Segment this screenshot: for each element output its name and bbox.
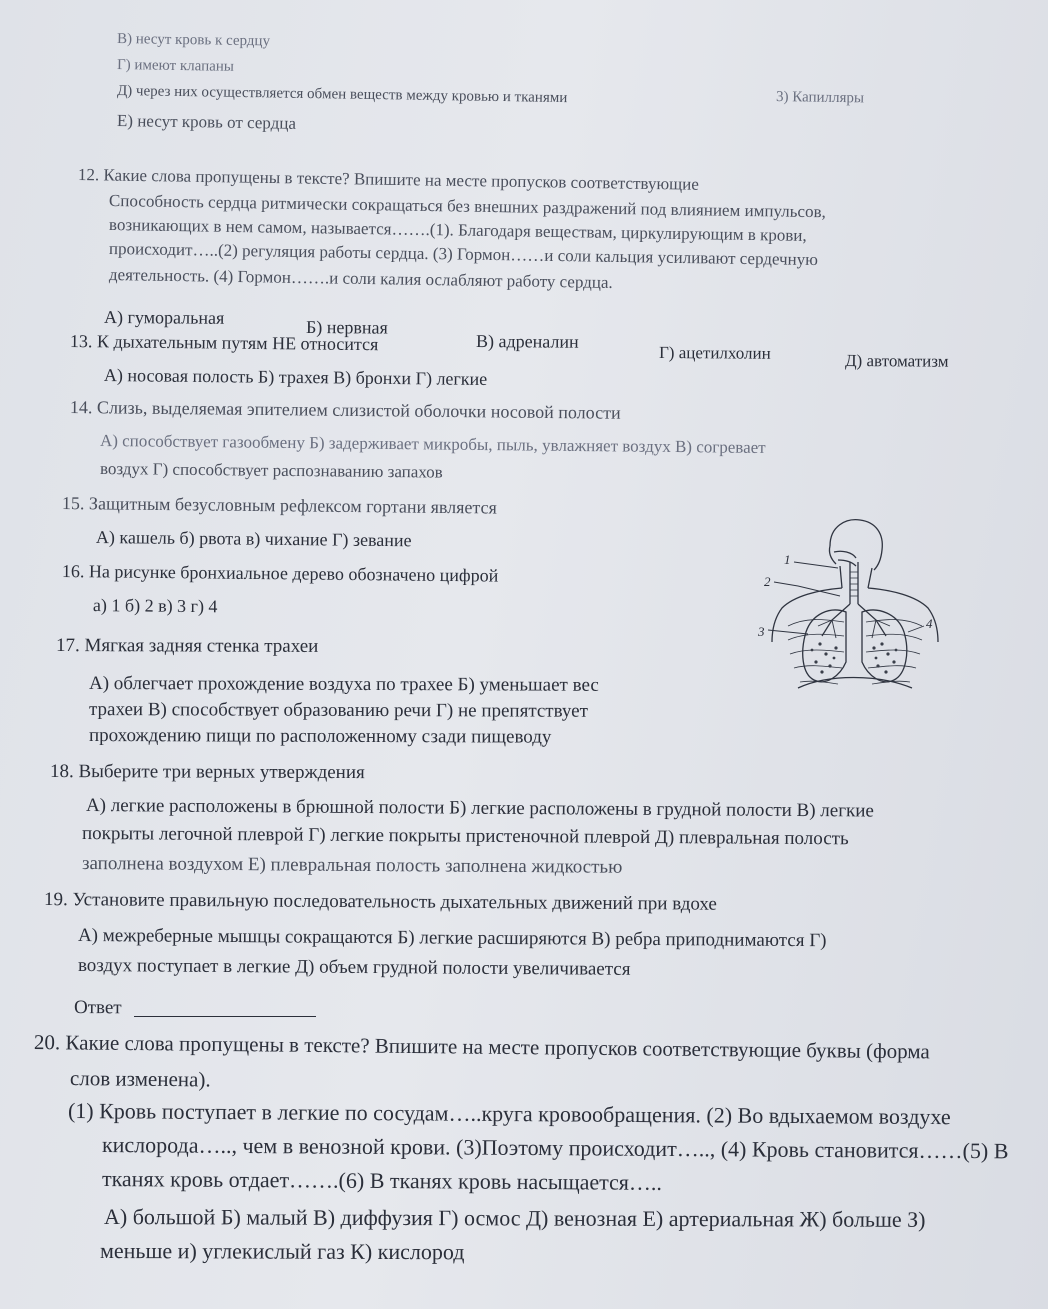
q12-option-g: Г) ацетилхолин xyxy=(658,343,771,363)
q11-answer-3: 3) Капилляры xyxy=(775,89,865,107)
figure-label-2: 2 xyxy=(764,574,771,589)
q18-heading: 18. Выберите три верных утверждения xyxy=(49,761,365,784)
q14-heading: 14. Слизь, выделяемая эпителием слизистой оболочки носовой полости xyxy=(69,397,621,423)
q18-options-line2: покрыты легочной плеврой Г) легкие покрыты пристеночной плеврой Д) плевральная полость xyxy=(81,823,849,850)
q13-heading: 13. К дыхательным путям НЕ относится xyxy=(69,331,379,355)
q19-answer-label: Ответ xyxy=(73,997,122,1019)
q12-heading: 12. Какие слова пропущены в тексте? Впишите на месте пропусков соответствующие xyxy=(77,165,699,194)
q12-option-b: Б) нервная xyxy=(305,317,388,338)
q20-text-line1: (1) Кровь поступает в легкие по сосудам…..круга кровообращения. (2) Во вдыхаемом воздухе xyxy=(67,1098,951,1130)
q13-options: А) носовая полость Б) трахея В) бронхи Г) легкие xyxy=(103,365,488,390)
q18-options-line3: заполнена воздухом Е) плевральная полость заполнена жидкостью xyxy=(81,853,623,878)
q12-text-line3: происходит…..(2) регуляция работы сердца. (3) Гормон……и соли кальция усиливают сердечную xyxy=(108,239,819,270)
q14-options-line1: А) способствует газообмену Б) задерживает микробы, пыль, увлажняет воздух В) согревает xyxy=(99,431,766,457)
q12-option-v: В) адреналин xyxy=(475,331,579,352)
q19-options-line2: воздух поступает в легкие Д) объем грудной полости увеличивается xyxy=(77,955,631,980)
q12-text-line2: возникающих в нем самом, называется…….(1). Благодаря веществам, циркулирующим в крови, xyxy=(108,215,807,245)
q15-heading: 15. Защитным безусловным рефлексом гортани является xyxy=(61,493,497,518)
q11-option-g: Г) имеют клапаны xyxy=(116,57,235,75)
q17-options-line3: прохождению пищи по расположенному сзади пищеводу xyxy=(88,725,552,748)
q14-options-line2: воздух Г) способствует распознаванию запахов xyxy=(99,459,443,482)
q20-options-line1: А) большой Б) малый В) диффузия Г) осмос Д) венозная Е) артериальная Ж) больше З) xyxy=(103,1204,926,1232)
q16-heading: 16. На рисунке бронхиальное дерево обозначено цифрой xyxy=(61,561,499,586)
q11-option-e: Е) несут кровь от сердца xyxy=(116,111,297,133)
figure-label-3: 3 xyxy=(758,624,765,639)
q17-options-line2: трахеи В) способствует образованию речи Г) не препятствует xyxy=(88,699,588,722)
q19-options-line1: А) межреберные мышцы сокращаются Б) легкие расширяются В) ребра приподнимаются Г) xyxy=(77,925,827,952)
q20-heading: 20. Какие слова пропущены в тексте? Впишите на месте пропусков соответствующие буквы (форма xyxy=(33,1030,930,1064)
q20-heading-cont: слов изменена). xyxy=(69,1066,211,1092)
q12-text-line1: Способность сердца ритмически сокращаться без внешних раздражений под влиянием импульсов, xyxy=(108,191,826,222)
q18-options-line1: А) легкие расположены в брюшной полости Б) легкие расположены в грудной полости В) легкие xyxy=(85,795,874,822)
figure-label-4: 4 xyxy=(926,616,933,631)
q15-options: А) кашель б) рвота в) чихание Г) зевание xyxy=(95,527,412,551)
q20-options-line2: меньше и) углекислый газ К) кислород xyxy=(99,1238,465,1265)
q19-answer-blank[interactable] xyxy=(134,1016,316,1017)
q17-options-line1: А) облегчает прохождение воздуха по трахее Б) уменьшает вес xyxy=(88,673,599,696)
q11-option-d: Д) через них осуществляется обмен веществ между кровью и тканями xyxy=(116,83,568,107)
q17-heading: 17. Мягкая задняя стенка трахеи xyxy=(55,635,319,657)
q20-text-line2: кислорода….., чем в венозной крови. (3)Поэтому происходит….., (4) Кровь становится……(5) В xyxy=(101,1132,1009,1164)
q16-options: а) 1 б) 2 в) 3 г) 4 xyxy=(92,595,218,617)
respiratory-diagram xyxy=(748,516,948,706)
respiratory-system-figure xyxy=(748,516,948,706)
q11-option-v: В) несут кровь к сердцу xyxy=(116,31,271,50)
q19-heading: 19. Установите правильную последовательность дыхательных движений при вдохе xyxy=(43,889,717,915)
q20-text-line3: тканях кровь отдает…….(6) В тканях кровь насыщается….. xyxy=(101,1166,663,1195)
q12-option-d: Д) автоматизм xyxy=(844,351,949,371)
q12-option-a: А) гуморальная xyxy=(103,307,225,328)
figure-label-1: 1 xyxy=(784,552,791,567)
q12-text-line4: деятельность. (4) Гормон…….и соли калия ослабляют работу сердца. xyxy=(108,265,613,292)
